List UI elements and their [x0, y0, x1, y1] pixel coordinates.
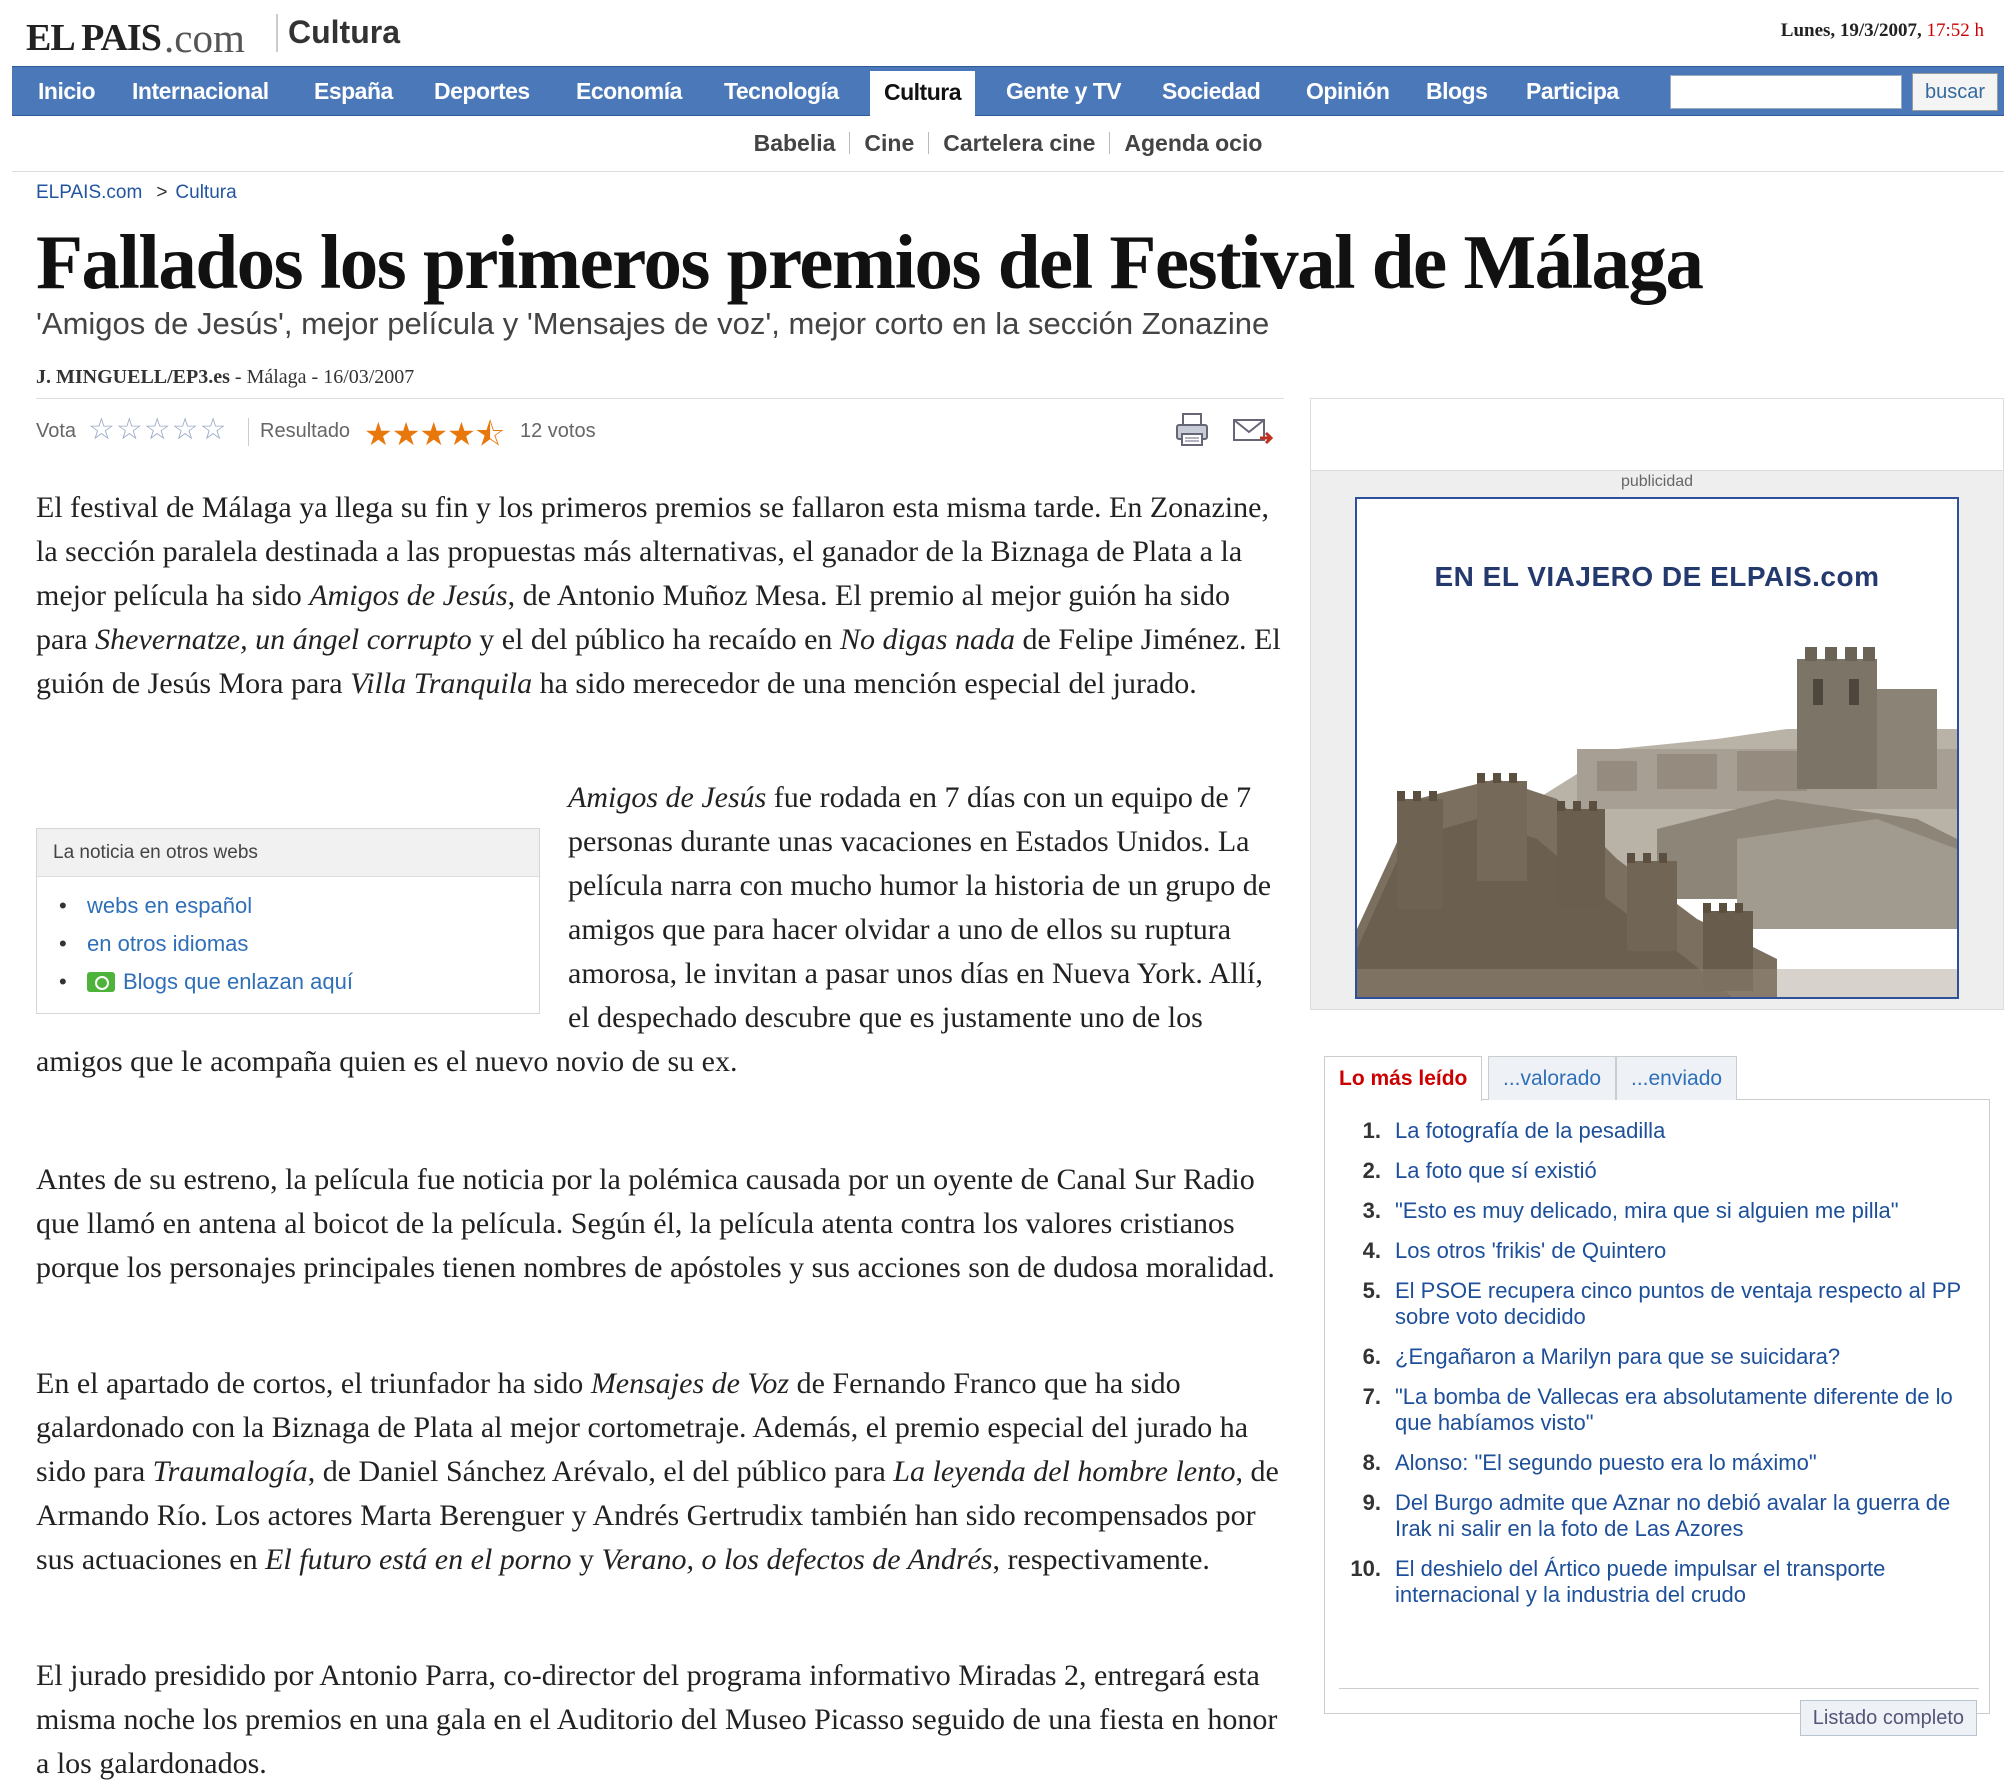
- text-run-italic: La leyenda del hombre lento: [893, 1455, 1236, 1488]
- ad-label: publicidad: [1620, 473, 1694, 490]
- other-webs-link-spanish[interactable]: • webs en español: [57, 887, 539, 925]
- print-icon[interactable]: [1174, 412, 1210, 448]
- nav-item-internacional[interactable]: Internacional: [132, 78, 269, 104]
- text-run: fue rodada en 7 días con un equipo de 7 personas durante unas vacaciones en Estados Unidos. La película narra con mucho humor la historia de un grupo de amigos que para hacer olvidar a uno de ellos su ruptura amorosa, le invitan a pasar unos días en Nueva York. Allí, el despechado descubre que es justamente uno de los amigos que le acompaña quien es el nuevo novio de su ex.: [36, 781, 1272, 1078]
- list-item-link[interactable]: "La bomba de Vallecas era absolutamente diferente de lo que habíamos visto": [1395, 1384, 1953, 1435]
- breadcrumb-home[interactable]: ELPAIS.com: [36, 182, 143, 203]
- sub-nav: [12, 116, 2004, 172]
- text-run: de Felipe Jiménez. El guión de Jesús Mora para: [36, 623, 1281, 700]
- header-date: [1781, 20, 1984, 42]
- tab-most-sent[interactable]: ...enviado: [1616, 1056, 1737, 1100]
- list-item-number: 8.: [1362, 1450, 1381, 1475]
- section-title[interactable]: Cultura: [288, 14, 400, 50]
- vote-row: [36, 412, 1284, 452]
- text-run-italic: Shevernatze, un ángel corrupto: [95, 623, 472, 656]
- article-byline: [36, 366, 414, 389]
- brand-bar: [12, 0, 2004, 66]
- article-paragraph-2: [36, 776, 1286, 1084]
- other-webs-link-blogs-label[interactable]: Blogs que enlazan aquí: [123, 969, 353, 994]
- list-item-number: 9.: [1362, 1490, 1381, 1515]
- byline-divider: [36, 398, 1284, 399]
- result-label: Resultado: [260, 420, 351, 442]
- text-run: y: [571, 1543, 602, 1576]
- list-item-number: 4.: [1362, 1238, 1381, 1263]
- list-item[interactable]: [1339, 1198, 1979, 1224]
- blog-icon: [87, 972, 115, 992]
- nav-item-sociedad[interactable]: Sociedad: [1162, 78, 1261, 104]
- ad-title: EN EL VIAJERO DE ELPAIS.com: [1434, 561, 1880, 592]
- other-webs-box: [36, 828, 540, 1014]
- list-item-number: 1.: [1362, 1118, 1381, 1143]
- list-item-link[interactable]: Alonso: "El segundo puesto era lo máximo": [1395, 1450, 1817, 1475]
- text-run-italic: Traumalogía: [152, 1455, 308, 1488]
- list-item[interactable]: [1339, 1490, 1979, 1542]
- article-title: Fallados los primeros premios del Festival de Málaga: [36, 219, 1703, 305]
- subnav-divider: [928, 132, 929, 154]
- list-item[interactable]: [1339, 1450, 1979, 1476]
- nav-item-tecnologia[interactable]: Tecnología: [724, 78, 839, 104]
- site-logo[interactable]: EL PAIS: [26, 17, 161, 59]
- list-item-number: 3.: [1362, 1198, 1381, 1223]
- votes-count: 12 votos: [520, 420, 596, 442]
- rating-stars: ★★★★⯪: [364, 416, 505, 452]
- article-subtitle: 'Amigos de Jesús', mejor película y 'Mensajes de voz', mejor corto en la sección Zonazine: [36, 306, 1270, 341]
- nav-item-espana[interactable]: España: [314, 78, 393, 104]
- list-item[interactable]: [1339, 1556, 1979, 1608]
- brand-divider: [276, 14, 278, 52]
- text-run: En el apartado de cortos, el triunfador ha sido: [36, 1367, 591, 1400]
- nav-item-participa[interactable]: Participa: [1526, 78, 1619, 104]
- breadcrumb-current[interactable]: Cultura: [175, 182, 237, 203]
- nav-item-economia[interactable]: Economía: [576, 78, 682, 104]
- ad-area: [1310, 470, 2004, 1010]
- text-run-italic: Villa Tranquila: [350, 667, 533, 700]
- text-run: , de Armando Río. Los actores Marta Berenguer y Andrés Gertrudix también han sido recompensados por sus actuaciones en: [36, 1455, 1279, 1576]
- most-read-widget: [1324, 1056, 1990, 1729]
- list-item-link[interactable]: El PSOE recupera cinco puntos de ventaja respecto al PP sobre voto decidido: [1395, 1278, 1961, 1329]
- list-item[interactable]: [1339, 1238, 1979, 1264]
- list-item-link[interactable]: La foto que sí existió: [1395, 1158, 1597, 1183]
- list-item-link[interactable]: "Esto es muy delicado, mira que si alguien me pilla": [1395, 1198, 1899, 1223]
- byline-location-date: - Málaga - 16/03/2007: [229, 366, 415, 388]
- vote-stars-input[interactable]: ☆☆☆☆☆: [88, 413, 228, 446]
- most-read-list: [1339, 1118, 1979, 1622]
- text-run-italic: Verano, o los defectos de Andrés: [601, 1543, 993, 1576]
- list-item-number: 2.: [1362, 1158, 1381, 1183]
- list-item-link[interactable]: Del Burgo admite que Aznar no debió avalar la guerra de Irak ni salir en la foto de Las Azores: [1395, 1490, 1951, 1541]
- nav-item-opinion[interactable]: Opinión: [1306, 78, 1390, 104]
- subnav-divider: [849, 132, 850, 154]
- subnav-divider: [1109, 132, 1110, 154]
- avila-walls-image: [1357, 499, 1959, 999]
- site-logo-com[interactable]: .com: [164, 15, 245, 61]
- most-read-divider: [1339, 1688, 1979, 1689]
- send-mail-icon[interactable]: [1232, 414, 1274, 448]
- most-read-panel: [1324, 1100, 1990, 1729]
- list-item[interactable]: [1339, 1344, 1979, 1370]
- search-button[interactable]: buscar: [1912, 73, 1998, 111]
- article-paragraph-4: [36, 1362, 1286, 1582]
- header-time: 17:52 h: [1926, 20, 1984, 41]
- text-run-italic: No digas nada: [839, 623, 1015, 656]
- full-list-button[interactable]: Listado completo: [1800, 1700, 1977, 1736]
- ad-banner[interactable]: [1355, 497, 1959, 999]
- tab-most-read[interactable]: Lo más leído: [1324, 1056, 1482, 1101]
- text-run-italic: Amigos de Jesús: [309, 579, 508, 612]
- article-paragraph-1: [36, 486, 1286, 706]
- other-webs-link-blogs[interactable]: [57, 963, 539, 1001]
- text-run-italic: Amigos de Jesús: [568, 781, 767, 814]
- nav-item-deportes[interactable]: Deportes: [434, 78, 530, 104]
- byline-author: J. MINGUELL/EP3.es: [36, 366, 230, 388]
- breadcrumb: [36, 182, 237, 204]
- list-item[interactable]: [1339, 1118, 1979, 1144]
- text-run: de Fernando Franco que ha sido galardonado con la Biznaga de Plata al mejor cortometraje. Además, el premio especial del jurado ha sido para: [36, 1367, 1249, 1488]
- main-nav: [12, 66, 2004, 116]
- list-item-number: 7.: [1362, 1384, 1381, 1409]
- text-run: ha sido merecedor de una mención especial del jurado.: [532, 667, 1197, 700]
- list-item-link[interactable]: ¿Engañaron a Marilyn para que se suicidara?: [1395, 1344, 1841, 1369]
- nav-item-cultura[interactable]: Cultura: [870, 71, 975, 117]
- text-run: , de Daniel Sánchez Arévalo, el del público para: [307, 1455, 894, 1488]
- text-run: , respectivamente.: [992, 1543, 1210, 1576]
- subnav-item-cartelera[interactable]: Cartelera cine: [943, 130, 1096, 156]
- vote-label: Vota: [36, 420, 77, 442]
- list-item-link[interactable]: Los otros 'frikis' de Quintero: [1395, 1238, 1667, 1263]
- search-input[interactable]: [1670, 75, 1902, 109]
- list-item-link[interactable]: El deshielo del Ártico puede impulsar el transporte internacional y la industria del crudo: [1395, 1556, 1886, 1607]
- list-item[interactable]: [1339, 1278, 1979, 1330]
- list-item-number: 10.: [1350, 1556, 1381, 1581]
- other-webs-list: [37, 877, 539, 1013]
- article-paragraph-3: Antes de su estreno, la película fue noticia por la polémica causada por un oyente de Canal Sur Radio que llamó en antena al boicot de la película. Según él, la película atenta contra los valores cristianos porque los personajes principales tienen nombres de apóstoles y sus acciones son de dudosa moralidad.: [36, 1163, 1275, 1284]
- tab-most-rated[interactable]: ...valorado: [1488, 1056, 1616, 1100]
- subnav-item-babelia[interactable]: Babelia: [753, 130, 836, 156]
- header-date-text: Lunes, 19/3/2007,: [1780, 20, 1927, 41]
- article-paragraph-5: El jurado presidido por Antonio Parra, co-director del programa informativo Miradas 2, entregará esta misma noche los premios en una gala en el Auditorio del Museo Picasso seguido de una fiesta en honor a los galardonados.: [36, 1659, 1278, 1780]
- list-item-number: 5.: [1362, 1278, 1381, 1303]
- list-item-number: 6.: [1362, 1344, 1381, 1369]
- subnav-item-cine[interactable]: Cine: [864, 130, 915, 156]
- breadcrumb-arrow: >: [156, 182, 168, 203]
- text-run: y el del público ha recaído en: [471, 623, 840, 656]
- ad-top-box: [1310, 398, 2004, 470]
- text-run: El festival de Málaga ya llega su fin y los primeros premios se fallaron esta misma tarde. En Zonazine, la sección paralela destinada a las propuestas más alternativas, el ganador de la Biznaga de Plata a la mejor película ha sido: [36, 491, 1269, 612]
- list-item[interactable]: [1339, 1384, 1979, 1436]
- list-item[interactable]: [1339, 1158, 1979, 1184]
- nav-item-blogs[interactable]: Blogs: [1426, 78, 1488, 104]
- list-item-link[interactable]: La fotografía de la pesadilla: [1395, 1118, 1666, 1143]
- text-run: , de Antonio Muñoz Mesa. El premio al mejor guión ha sido para: [36, 579, 1230, 656]
- text-run-italic: Mensajes de Voz: [590, 1367, 790, 1400]
- nav-item-inicio[interactable]: Inicio: [38, 78, 96, 104]
- subnav-item-agenda[interactable]: Agenda ocio: [1124, 130, 1263, 156]
- text-run-italic: El futuro está en el porno: [265, 1543, 572, 1576]
- vote-divider: [248, 418, 249, 446]
- other-webs-link-languages[interactable]: • en otros idiomas: [57, 925, 539, 963]
- nav-item-gente-tv[interactable]: Gente y TV: [1006, 78, 1122, 104]
- most-read-tabs: [1324, 1056, 1990, 1100]
- other-webs-title: La noticia en otros webs: [37, 829, 539, 877]
